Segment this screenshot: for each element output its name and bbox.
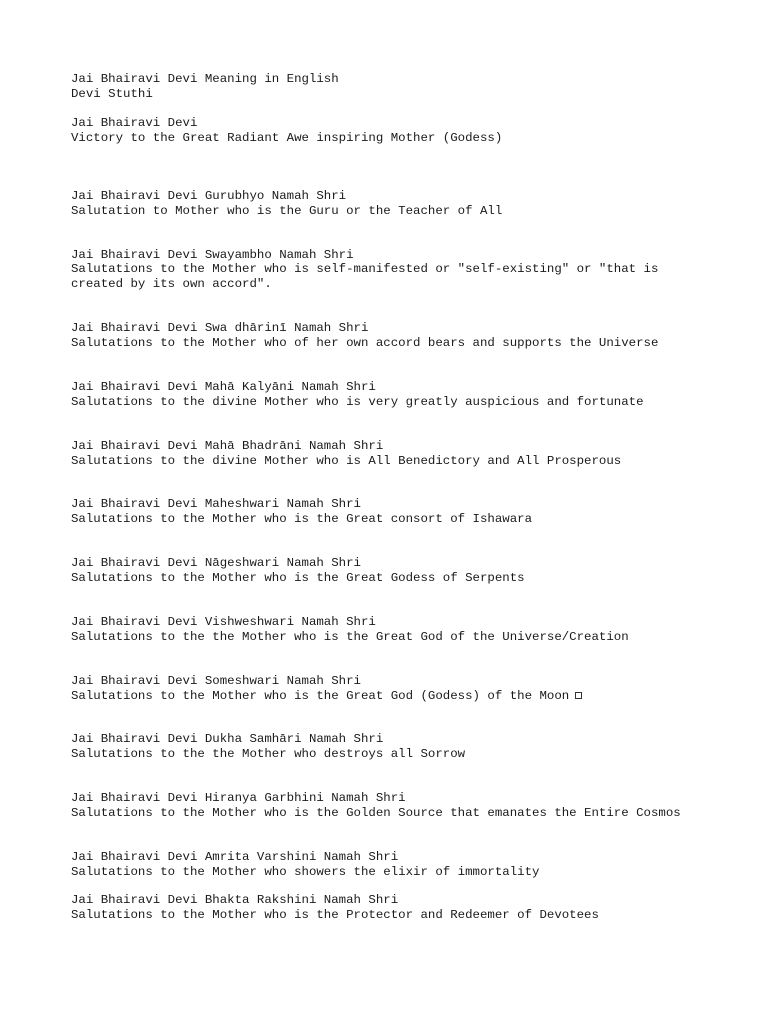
mantra-line: Jai Bhairavi Devi bbox=[71, 116, 198, 130]
mantra-line: Jai Bhairavi Devi Hiranya Garbhini Namah Shri bbox=[71, 791, 406, 805]
meaning-line: Salutations to the divine Mother who is All Benedictory and All Prosperous bbox=[71, 454, 622, 468]
meaning-line: created by its own accord". bbox=[71, 277, 272, 291]
mantra-line: Jai Bhairavi Devi Swa dhārinī Namah Shri bbox=[71, 321, 369, 335]
meaning-line-with-glyph bbox=[71, 689, 582, 704]
document-title: Jai Bhairavi Devi Meaning in English bbox=[71, 72, 339, 86]
mantra-line: Jai Bhairavi Devi Someshwari Namah Shri bbox=[71, 674, 361, 688]
meaning-line: Salutations to the Mother who is the Protector and Redeemer of Devotees bbox=[71, 908, 599, 922]
meaning-line: Salutations to the Mother who is the Great Godess of Serpents bbox=[71, 571, 525, 585]
meaning-line: Salutations to the Mother who of her own accord bears and supports the Universe bbox=[71, 336, 659, 350]
meaning-line: Salutations to the the Mother who is the Great God of the Universe/Creation bbox=[71, 630, 629, 644]
meaning-line: Salutations to the Mother who is the Golden Source that emanates the Entire Cosmos bbox=[71, 806, 681, 820]
mantra-line: Jai Bhairavi Devi Maheshwari Namah Shri bbox=[71, 497, 361, 511]
mantra-line: Jai Bhairavi Devi Swayambho Namah Shri bbox=[71, 248, 354, 262]
meaning-line: Salutations to the Mother who is self-manifested or "self-existing" or "that is bbox=[71, 262, 659, 276]
meaning-line: Salutations to the divine Mother who is very greatly auspicious and fortunate bbox=[71, 395, 644, 409]
meaning-line: Salutation to Mother who is the Guru or the Teacher of All bbox=[71, 204, 503, 218]
meaning-line: Salutations to the Mother who showers the elixir of immortality bbox=[71, 865, 540, 879]
mantra-line: Jai Bhairavi Devi Vishweshwari Namah Shri bbox=[71, 615, 376, 629]
mantra-line: Jai Bhairavi Devi Amrita Varshini Namah Shri bbox=[71, 850, 399, 864]
meaning-line: Salutations to the Mother who is the Great consort of Ishawara bbox=[71, 512, 533, 526]
document-subtitle: Devi Stuthi bbox=[71, 87, 153, 101]
mantra-line: Jai Bhairavi Devi Nāgeshwari Namah Shri bbox=[71, 556, 361, 570]
mantra-line: Jai Bhairavi Devi Mahā Kalyāni Namah Shri bbox=[71, 380, 376, 394]
mantra-line: Jai Bhairavi Devi Mahā Bhadrāni Namah Shri bbox=[71, 439, 384, 453]
mantra-line: Jai Bhairavi Devi Gurubhyo Namah Shri bbox=[71, 189, 347, 203]
meaning-line: Salutations to the the Mother who destroys all Sorrow bbox=[71, 747, 466, 761]
mantra-line: Jai Bhairavi Devi Bhakta Rakshini Namah Shri bbox=[71, 893, 399, 907]
missing-glyph-icon bbox=[575, 692, 582, 699]
mantra-line: Jai Bhairavi Devi Dukha Samhāri Namah Shri bbox=[71, 732, 384, 746]
meaning-line: Victory to the Great Radiant Awe inspiring Mother (Godess) bbox=[71, 131, 503, 145]
meaning-text: Salutations to the Mother who is the Great God (Godess) of the Moon bbox=[71, 689, 570, 703]
